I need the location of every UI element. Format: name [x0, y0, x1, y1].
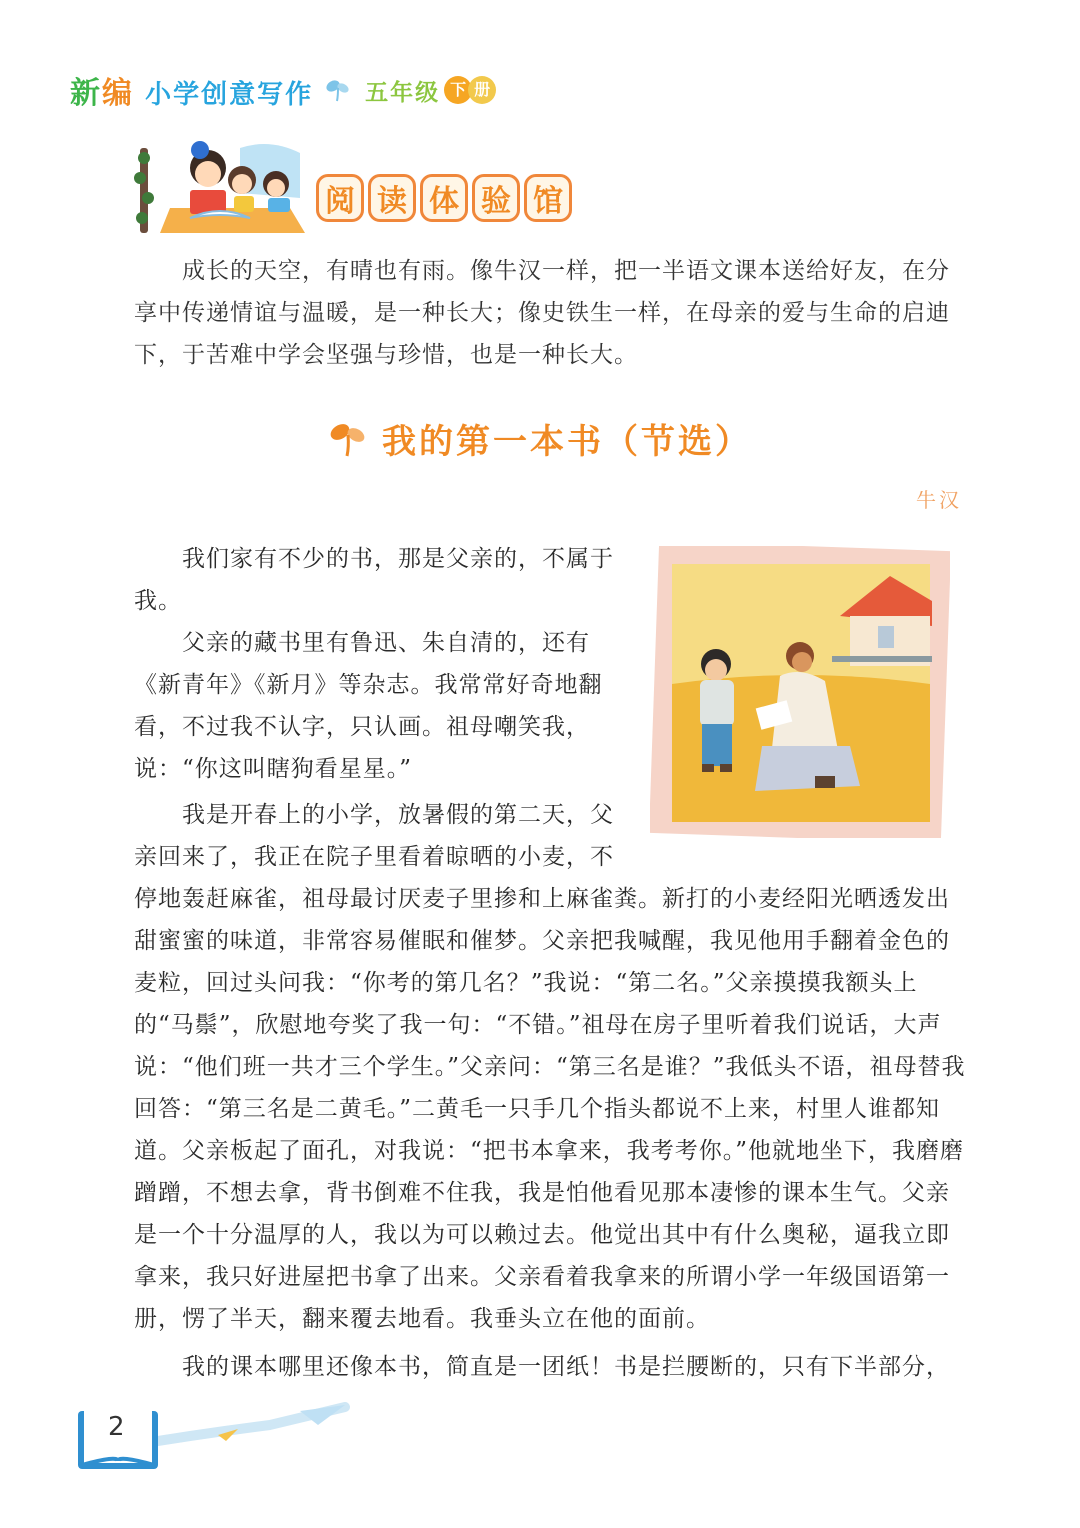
series-title — [70, 68, 313, 112]
article-title-row — [0, 414, 1080, 463]
series-char-edit: 编 — [102, 76, 134, 111]
volume-badge-book: 册 — [468, 76, 496, 104]
volume-badge — [444, 76, 496, 104]
article-paragraph-3-continued: 停地轰赶麻雀，祖母最讨厌麦子里掺和上麻雀粪。新打的小麦经阳光晒透发出甜蜜蜜的味道，非常容易催眠和催梦。父亲把我喊醒，我见他用手翻着金色的麦粒，回过头问我：“你考的第几名？”我说：“第二名。”父亲摸摸我额头上的“马鬃”，欣慰地夸奖了我一句：“不错。”祖母在房子里听着我们说话，大声说：“他们班一共才三个学生。”父亲问：“第三名是谁？”我低头不语，祖母替我回答：“第三名是二黄毛。”二黄毛一只手几个指头都说不上来，村里人谁都知道。父亲板起了面孔，对我说：“把书本拿来，我考考你。”他就地坐下，我磨磨蹭蹭，不想去拿，背书倒难不住我，我是怕他看见那本凄惨的课本生气。父亲是一个十分温厚的人，我以为可以赖过去。他觉出其中有什么奥秘，逼我立即拿来，我只好进屋把书拿了出来。父亲看着我拿来的所谓小学一年级国语第一册，愣了半天，翻来覆去地看。我垂头立在他的面前。 — [134, 886, 966, 1332]
section-title-char: 验 — [472, 174, 520, 222]
article-paragraph-1: 我们家有不少的书，那是父亲的，不属于我。 — [134, 546, 614, 614]
section-title — [316, 174, 572, 222]
book-header — [70, 66, 496, 114]
section-title-char: 阅 — [316, 174, 364, 222]
grade-label: 五年级 — [365, 79, 441, 106]
volume-badge-lower: 下 — [444, 76, 472, 104]
sprout-icon — [325, 78, 351, 102]
article-paragraph-4: 我的课本哪里还像本书，简直是一团纸！书是拦腰断的，只有下半部分， — [182, 1354, 950, 1380]
section-title-char: 读 — [368, 174, 416, 222]
page-number: 2 — [108, 1412, 125, 1442]
article-author: 牛汉 — [916, 488, 962, 512]
series-char-new: 新 — [70, 76, 102, 111]
section-banner — [130, 138, 570, 238]
section-title-char: 体 — [420, 174, 468, 222]
paper-plane-icon — [300, 1405, 345, 1425]
article-paragraph-2: 父亲的藏书里有鲁迅、朱自清的，还有《新青年》《新月》等杂志。我常常好奇地翻看，不过我不认字，只认画。祖母嘲笑我，说：“你这叫瞎狗看星星。” — [134, 630, 603, 782]
reading-kids-illustration — [130, 138, 310, 238]
intro-paragraph: 成长的天空，有晴也有雨。像牛汉一样，把一半语文课本送给好友，在分享中传递情谊与温暖，是一种长大；像史铁生一样，在母亲的爱与生命的启迪下，于苦难中学会坚强与珍惜，也是一种长大。 — [134, 258, 950, 368]
article-paragraph-3-start: 我是开春上的小学，放暑假的第二天，父亲回来了，我正在院子里看着晾晒的小麦，不 — [134, 802, 614, 870]
section-title-char: 馆 — [524, 174, 572, 222]
series-name: 小学创意写作 — [145, 80, 314, 110]
sprout-icon — [328, 421, 368, 457]
father-son-painting — [650, 546, 950, 838]
article-title: 我的第一本书（节选） — [382, 422, 752, 462]
